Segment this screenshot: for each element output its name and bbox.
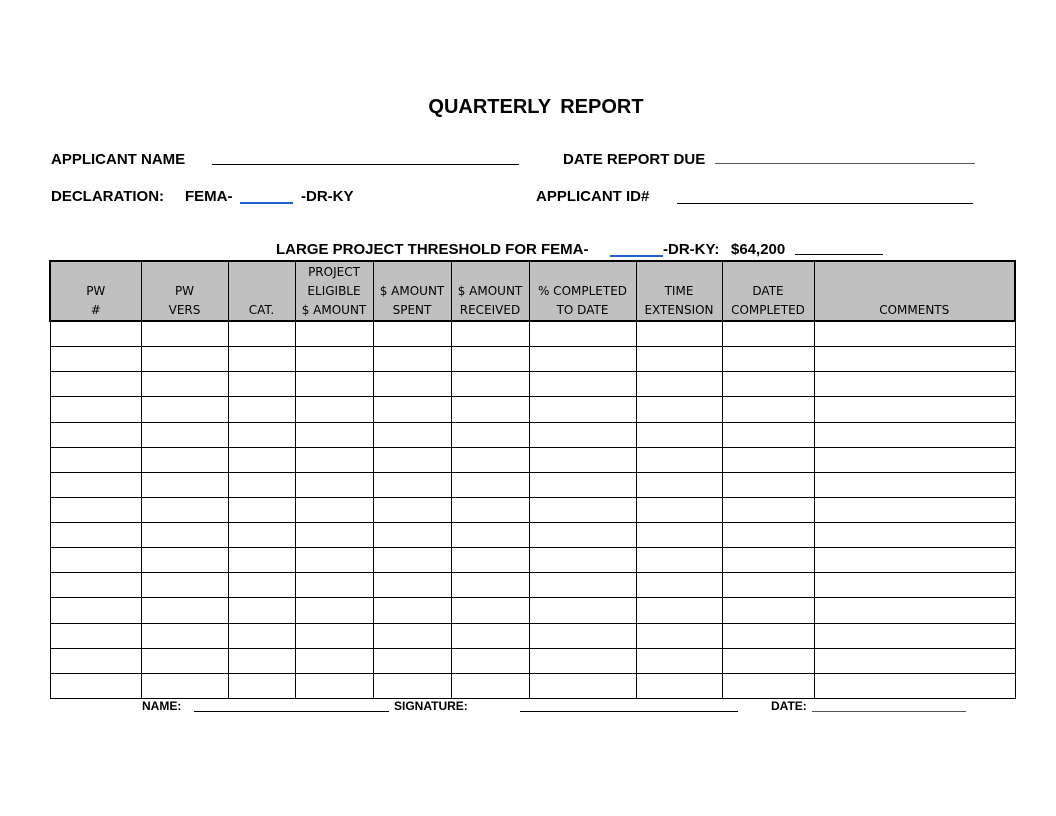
table-cell[interactable]: [814, 472, 1015, 497]
table-cell[interactable]: [722, 472, 814, 497]
table-cell[interactable]: [295, 347, 373, 372]
applicant-name-field[interactable]: [212, 164, 519, 165]
table-cell[interactable]: [295, 648, 373, 673]
declaration-dr-ky-suffix: -DR-KY: [301, 188, 354, 205]
table-cell[interactable]: [141, 472, 228, 497]
table-cell[interactable]: [636, 422, 722, 447]
table-cell[interactable]: [50, 598, 141, 623]
table-cell[interactable]: [636, 397, 722, 422]
table-cell[interactable]: [814, 321, 1015, 347]
threshold-fema-number-field[interactable]: [610, 255, 663, 257]
table-cell[interactable]: [722, 321, 814, 347]
table-cell[interactable]: [228, 573, 295, 598]
table-cell[interactable]: [228, 347, 295, 372]
table-cell[interactable]: [141, 321, 228, 347]
table-cell[interactable]: [636, 497, 722, 522]
table-cell[interactable]: [529, 347, 636, 372]
project-report-table: [49, 260, 1016, 699]
footer-date-field[interactable]: [812, 711, 966, 712]
table-cell[interactable]: [141, 347, 228, 372]
col-header-eligible-amount: PROJECT ELIGIBLE $ AMOUNT: [295, 261, 373, 321]
table-cell[interactable]: [295, 623, 373, 648]
table-cell[interactable]: [814, 648, 1015, 673]
table-cell[interactable]: [228, 422, 295, 447]
table-cell[interactable]: [529, 472, 636, 497]
threshold-extra-field[interactable]: [795, 254, 883, 255]
table-cell[interactable]: [636, 648, 722, 673]
table-cell[interactable]: [228, 548, 295, 573]
table-cell[interactable]: [50, 447, 141, 472]
table-cell[interactable]: [722, 598, 814, 623]
table-cell[interactable]: [636, 447, 722, 472]
table-cell[interactable]: [373, 372, 451, 397]
table-cell[interactable]: [451, 673, 529, 698]
page-title: QUARTERLY REPORT: [428, 96, 644, 118]
declaration-number-field[interactable]: [240, 202, 293, 204]
table-cell[interactable]: [228, 372, 295, 397]
table-cell[interactable]: [373, 548, 451, 573]
table-cell[interactable]: [451, 648, 529, 673]
table-cell[interactable]: [141, 523, 228, 548]
col-header-amount-received: $ AMOUNT RECEIVED: [451, 261, 529, 321]
threshold-suffix: -DR-KY:: [663, 241, 720, 258]
table-cell[interactable]: [451, 573, 529, 598]
threshold-amount: $64,200: [731, 241, 786, 258]
table-row: [50, 321, 1015, 347]
table-cell[interactable]: [141, 447, 228, 472]
table-cell[interactable]: [50, 523, 141, 548]
table-cell[interactable]: [50, 347, 141, 372]
date-report-due-field[interactable]: [715, 163, 975, 164]
table-row: [50, 497, 1015, 522]
table-cell[interactable]: [529, 447, 636, 472]
table-cell[interactable]: [722, 347, 814, 372]
table-cell[interactable]: [722, 523, 814, 548]
table-cell[interactable]: [529, 523, 636, 548]
table-cell[interactable]: [451, 447, 529, 472]
table-cell[interactable]: [295, 673, 373, 698]
table-cell[interactable]: [373, 422, 451, 447]
table-cell[interactable]: [814, 573, 1015, 598]
table-cell[interactable]: [814, 447, 1015, 472]
table-row: [50, 347, 1015, 372]
table-cell[interactable]: [814, 673, 1015, 698]
table-row: [50, 598, 1015, 623]
table-cell[interactable]: [141, 397, 228, 422]
date-report-due-label: DATE REPORT DUE: [563, 151, 706, 168]
table-cell[interactable]: [529, 623, 636, 648]
table-cell[interactable]: [373, 648, 451, 673]
table-row: [50, 422, 1015, 447]
table-cell[interactable]: [50, 623, 141, 648]
table-cell[interactable]: [529, 372, 636, 397]
table-cell[interactable]: [636, 548, 722, 573]
table-cell[interactable]: [373, 472, 451, 497]
table-cell[interactable]: [451, 548, 529, 573]
table-cell[interactable]: [295, 422, 373, 447]
table-cell[interactable]: [50, 673, 141, 698]
table-cell[interactable]: [722, 422, 814, 447]
table-cell[interactable]: [722, 397, 814, 422]
table-cell[interactable]: [814, 372, 1015, 397]
table-cell[interactable]: [228, 497, 295, 522]
table-cell[interactable]: [373, 321, 451, 347]
table-cell[interactable]: [228, 472, 295, 497]
table-cell[interactable]: [814, 497, 1015, 522]
table-cell[interactable]: [141, 673, 228, 698]
table-cell[interactable]: [451, 472, 529, 497]
col-header-pw-number: PW #: [50, 261, 141, 321]
table-cell[interactable]: [451, 347, 529, 372]
table-cell[interactable]: [636, 573, 722, 598]
table-row: [50, 372, 1015, 397]
table-cell[interactable]: [722, 497, 814, 522]
table-cell[interactable]: [295, 447, 373, 472]
table-cell[interactable]: [451, 598, 529, 623]
table-cell[interactable]: [722, 447, 814, 472]
table-row: [50, 573, 1015, 598]
table-row: [50, 623, 1015, 648]
table-cell[interactable]: [373, 397, 451, 422]
table-cell[interactable]: [141, 422, 228, 447]
applicant-id-label: APPLICANT ID#: [536, 188, 650, 205]
col-header-comments: COMMENTS: [814, 261, 1015, 321]
footer-name-field[interactable]: [194, 711, 389, 712]
table-cell[interactable]: [636, 472, 722, 497]
table-cell[interactable]: [529, 648, 636, 673]
table-cell[interactable]: [141, 623, 228, 648]
table-cell[interactable]: [722, 548, 814, 573]
table-cell[interactable]: [722, 573, 814, 598]
table-cell[interactable]: [50, 573, 141, 598]
col-header-cat: CAT.: [228, 261, 295, 321]
table-cell[interactable]: [50, 648, 141, 673]
table-header-row: [50, 261, 1015, 321]
table-cell[interactable]: [373, 673, 451, 698]
footer-signature-field[interactable]: [520, 711, 738, 712]
table-cell[interactable]: [228, 623, 295, 648]
table-row: [50, 397, 1015, 422]
table-cell[interactable]: [451, 497, 529, 522]
table-cell[interactable]: [814, 598, 1015, 623]
table-cell[interactable]: [814, 523, 1015, 548]
table-row: [50, 447, 1015, 472]
table-cell[interactable]: [141, 372, 228, 397]
table-cell[interactable]: [373, 623, 451, 648]
footer-name-label: NAME:: [142, 699, 182, 713]
table-row: [50, 548, 1015, 573]
table-cell[interactable]: [50, 372, 141, 397]
table-cell[interactable]: [141, 648, 228, 673]
table-cell[interactable]: [814, 548, 1015, 573]
table-cell[interactable]: [228, 648, 295, 673]
table-cell[interactable]: [636, 347, 722, 372]
table-cell[interactable]: [50, 548, 141, 573]
table-cell[interactable]: [529, 397, 636, 422]
table-cell[interactable]: [295, 497, 373, 522]
table-cell[interactable]: [373, 347, 451, 372]
table-cell[interactable]: [636, 623, 722, 648]
table-cell[interactable]: [451, 397, 529, 422]
table-cell[interactable]: [50, 321, 141, 347]
table-cell[interactable]: [451, 372, 529, 397]
table-cell[interactable]: [50, 497, 141, 522]
table-cell[interactable]: [373, 497, 451, 522]
table-cell[interactable]: [451, 321, 529, 347]
table-body: [50, 321, 1015, 699]
table-cell[interactable]: [814, 397, 1015, 422]
table-cell[interactable]: [636, 673, 722, 698]
table-row: [50, 523, 1015, 548]
table-cell[interactable]: [529, 497, 636, 522]
applicant-id-field[interactable]: [677, 203, 973, 204]
table-cell[interactable]: [295, 397, 373, 422]
table-cell[interactable]: [529, 321, 636, 347]
table-cell[interactable]: [228, 397, 295, 422]
table-row: [50, 472, 1015, 497]
table-cell[interactable]: [529, 422, 636, 447]
table-cell[interactable]: [529, 573, 636, 598]
table-cell[interactable]: [722, 372, 814, 397]
threshold-prefix: LARGE PROJECT THRESHOLD FOR FEMA-: [276, 241, 589, 258]
table-cell[interactable]: [228, 598, 295, 623]
table-cell[interactable]: [50, 472, 141, 497]
declaration-fema-prefix: FEMA-: [185, 188, 233, 205]
table-cell[interactable]: [529, 548, 636, 573]
table-cell[interactable]: [228, 523, 295, 548]
col-header-amount-spent: $ AMOUNT SPENT: [373, 261, 451, 321]
table-cell[interactable]: [373, 598, 451, 623]
table-cell[interactable]: [295, 548, 373, 573]
table-cell[interactable]: [373, 447, 451, 472]
table-cell[interactable]: [373, 523, 451, 548]
table-cell[interactable]: [529, 673, 636, 698]
table-cell[interactable]: [529, 598, 636, 623]
table-cell[interactable]: [814, 422, 1015, 447]
applicant-name-label: APPLICANT NAME: [51, 151, 186, 168]
table-cell[interactable]: [636, 523, 722, 548]
declaration-label: DECLARATION:: [51, 188, 165, 205]
col-header-time-extension: TIME EXTENSION: [636, 261, 722, 321]
table-row: [50, 648, 1015, 673]
table-cell[interactable]: [141, 548, 228, 573]
table-cell[interactable]: [228, 321, 295, 347]
table-cell[interactable]: [722, 673, 814, 698]
table-cell[interactable]: [295, 598, 373, 623]
table-cell[interactable]: [141, 573, 228, 598]
col-header-pw-vers: PW VERS: [141, 261, 228, 321]
table-row: [50, 673, 1015, 698]
table-cell[interactable]: [722, 623, 814, 648]
table-cell[interactable]: [451, 623, 529, 648]
table-cell[interactable]: [295, 573, 373, 598]
table-cell[interactable]: [814, 347, 1015, 372]
table-cell[interactable]: [636, 372, 722, 397]
table-cell[interactable]: [295, 472, 373, 497]
table-cell[interactable]: [295, 372, 373, 397]
table-cell[interactable]: [228, 673, 295, 698]
table-cell[interactable]: [50, 422, 141, 447]
table-cell[interactable]: [814, 623, 1015, 648]
table-cell[interactable]: [295, 523, 373, 548]
table-cell[interactable]: [722, 648, 814, 673]
table-cell[interactable]: [228, 447, 295, 472]
table-cell[interactable]: [373, 573, 451, 598]
table-cell[interactable]: [636, 321, 722, 347]
col-header-date-completed: DATE COMPLETED: [722, 261, 814, 321]
table-cell[interactable]: [636, 598, 722, 623]
footer-signature-label: SIGNATURE:: [394, 699, 468, 713]
table-cell[interactable]: [451, 422, 529, 447]
col-header-percent-completed: % COMPLETED TO DATE: [529, 261, 636, 321]
table-cell[interactable]: [451, 523, 529, 548]
footer-date-label: DATE:: [771, 699, 807, 713]
table-cell[interactable]: [141, 497, 228, 522]
table-cell[interactable]: [50, 397, 141, 422]
table-cell[interactable]: [141, 598, 228, 623]
table-cell[interactable]: [295, 321, 373, 347]
